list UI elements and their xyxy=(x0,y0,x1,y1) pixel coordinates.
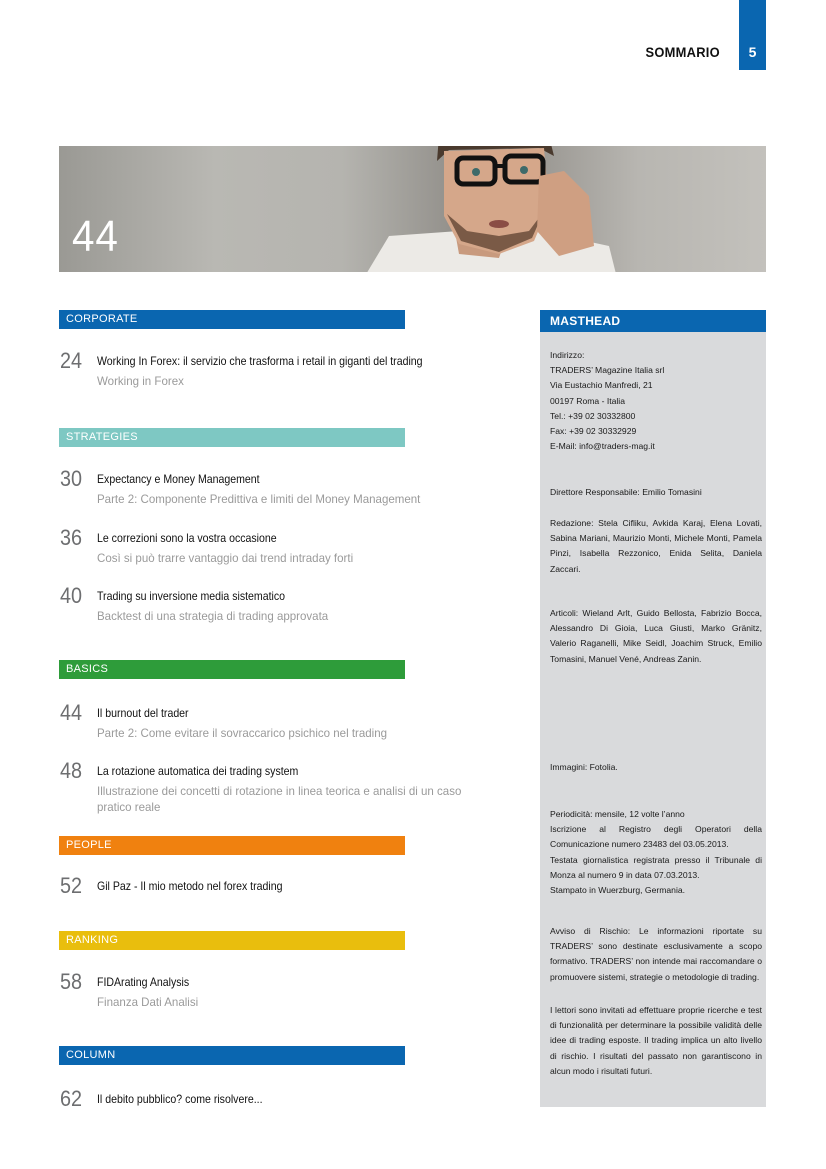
entry-subtitle: Così si può trarre vantaggio dai trend intraday forti xyxy=(97,551,354,565)
masthead-lettori: I lettori sono invitati ad effettuare proprie ricerche e test di funzionalità per determinare la possibile validità delle idee di trading esposte. Il trading implica un alto livello di rischio. I risultati del passato non garantiscono in alcun modo i risultati futuri. xyxy=(550,1005,762,1076)
entry-page-number: 24 xyxy=(60,348,83,373)
tired-trader-illustration xyxy=(349,146,619,272)
entry-title[interactable]: Working In Forex: il servizio che trasforma i retail in giganti del trading xyxy=(97,354,423,368)
entry-title[interactable]: Gil Paz - Il mio metodo nel forex trading xyxy=(97,879,283,893)
masthead-publication-info xyxy=(550,807,762,898)
periodicita: Periodicità: mensile, 12 volte l’anno xyxy=(550,809,685,819)
section-bar-corporate: CORPORATE xyxy=(59,310,405,329)
address-line: 00197 Roma - Italia xyxy=(550,395,625,406)
entry-title[interactable]: Il debito pubblico? come risolvere... xyxy=(97,1092,263,1106)
section-title: SOMMARIO xyxy=(645,44,720,60)
address-line: Fax: +39 02 30332929 xyxy=(550,426,637,437)
testata: Testata giornalistica registrata presso il Tribunale di Monza al numero 9 in data 07.03.2013. xyxy=(550,854,762,880)
masthead-director: Direttore Responsabile: Emilio Tomasini xyxy=(550,487,702,497)
entry-title[interactable]: Expectancy e Money Management xyxy=(97,472,260,486)
entry-page-number: 62 xyxy=(60,1086,83,1111)
entry-page-number: 36 xyxy=(60,525,83,550)
entry-title[interactable]: Le correzioni sono la vostra occasione xyxy=(97,531,277,545)
stampato: Stampato in Wuerzburg, Germania. xyxy=(550,885,686,896)
masthead-panel xyxy=(540,310,766,1107)
masthead-articoli: Articoli: Wieland Arlt, Guido Bellosta, Fabrizio Bocca, Alessandro Di Gioia, Luca Giusti, Marko Gränitz, Valerio Raganelli, Mike Seidl, Joachim Struck, Emilio Tomasini, Manuel Vené, Andreas Zanin. xyxy=(550,608,762,664)
entry-subtitle: Working in Forex xyxy=(97,374,184,388)
hero-image xyxy=(59,146,766,272)
masthead-title: MASTHEAD xyxy=(540,310,766,332)
masthead-address xyxy=(550,348,762,454)
address-line: Tel.: +39 02 30332800 xyxy=(550,410,636,421)
entry-subtitle: Parte 2: Come evitare il sovraccarico psichico nel trading xyxy=(97,726,388,740)
entry-page-number: 30 xyxy=(60,466,83,491)
page-number-tab xyxy=(739,0,766,70)
entry-subtitle: Illustrazione dei concetti di rotazione in linea teorica e analisi di un caso pratico reale xyxy=(97,784,462,814)
masthead-redazione: Redazione: Stela Cifliku, Avkida Karaj, Elena Lovati, Sabina Mariani, Maurizio Monti, Michele Monti, Pamela Pinzi, Isabella Rezzonico, Enida Selita, Daniela Zaccari. xyxy=(550,518,762,574)
address-line: Indirizzo: xyxy=(550,350,585,360)
section-bar-basics: BASICS xyxy=(59,660,405,679)
email-link[interactable]: E-Mail: info@traders-mag.it xyxy=(550,441,655,452)
entry-page-number: 58 xyxy=(60,969,83,994)
iscrizione: Iscrizione al Registro degli Operatori della Comunicazione numero 23483 del 03.05.2013. xyxy=(550,824,762,850)
entry-subtitle: Parte 2: Componente Predittiva e limiti del Money Management xyxy=(97,492,421,506)
masthead-avviso: Avviso di Rischio: Le informazioni riportate su TRADERS’ sono destinate esclusivamente a scopo formativo. TRADERS’ non intende mai raccomandare o promuovere sistemi, strategie o metodologie di trading. xyxy=(550,926,762,982)
entry-title[interactable]: Il burnout del trader xyxy=(97,706,189,720)
section-bar-ranking: RANKING xyxy=(59,931,405,950)
entry-page-number: 48 xyxy=(60,758,83,783)
section-bar-column: COLUMN xyxy=(59,1046,405,1065)
entry-subtitle: Backtest di una strategia di trading approvata xyxy=(97,609,329,623)
address-line: TRADERS’ Magazine Italia srl xyxy=(550,365,665,376)
page-number: 5 xyxy=(748,44,757,60)
section-bar-strategies: STRATEGIES xyxy=(59,428,405,447)
address-line: Via Eustachio Manfredi, 21 xyxy=(550,380,653,391)
entry-subtitle: Finanza Dati Analisi xyxy=(97,995,199,1009)
entry-title[interactable]: FIDArating Analysis xyxy=(97,975,190,989)
masthead-immagini: Immagini: Fotolia. xyxy=(550,762,618,772)
entry-page-number: 52 xyxy=(60,873,83,898)
entry-page-number: 44 xyxy=(60,700,83,725)
entry-page-number: 40 xyxy=(60,583,83,608)
section-bar-people: PEOPLE xyxy=(59,836,405,855)
entry-title[interactable]: Trading su inversione media sistematico xyxy=(97,589,286,603)
entry-title[interactable]: La rotazione automatica dei trading system xyxy=(97,764,299,778)
hero-page-number: 44 xyxy=(72,212,119,261)
